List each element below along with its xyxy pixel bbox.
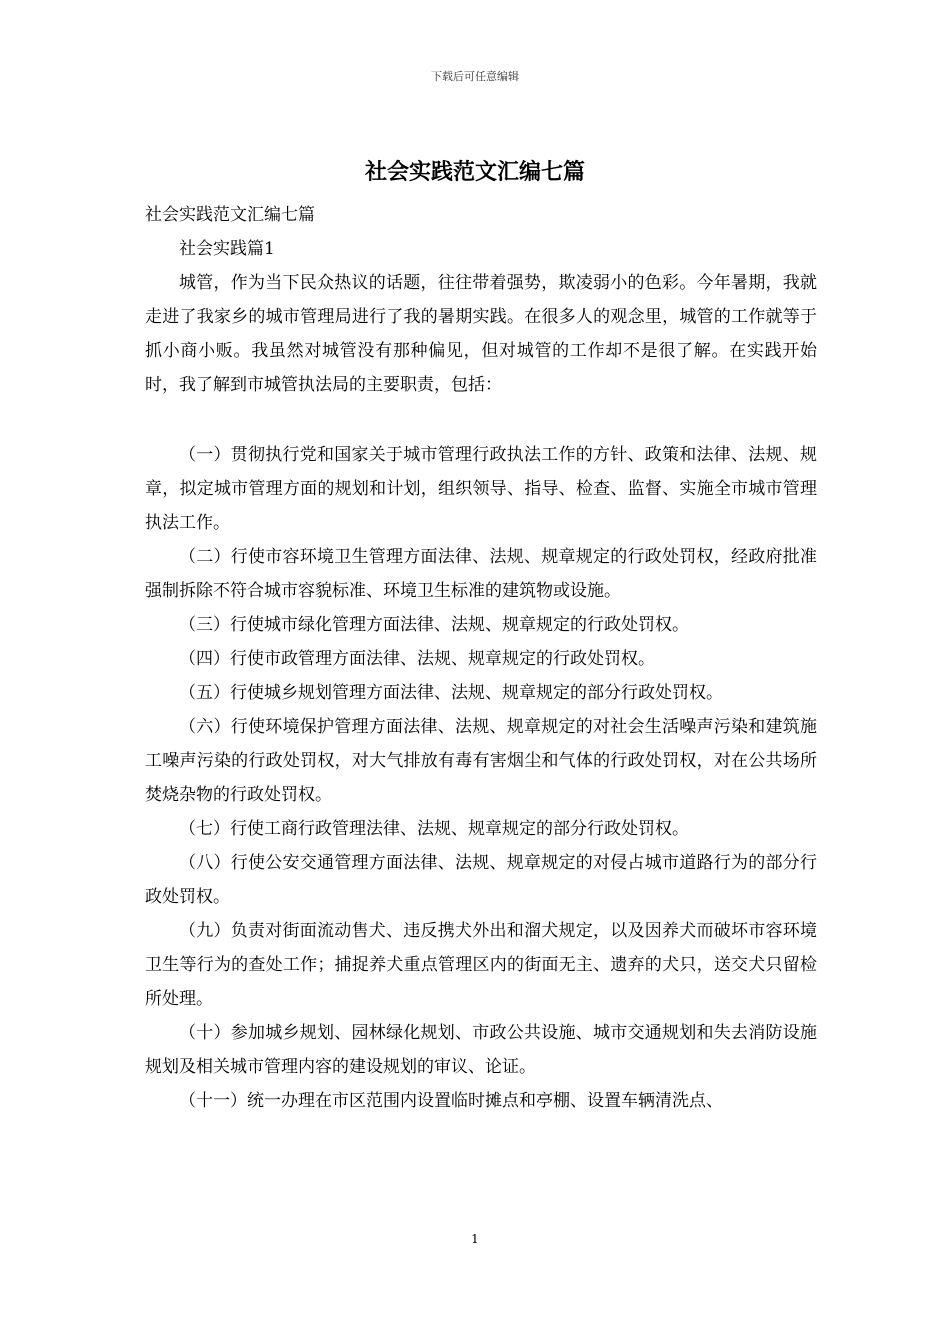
document-body <box>145 198 817 1118</box>
page-header-note: 下载后可任意编辑 <box>431 70 519 83</box>
duty-item-6: （六）行使环境保护管理方面法律、法规、规章规定的对社会生活噪声污染和建筑施工噪声污染的行政处罚权，对大气排放有毒有害烟尘和气体的行政处罚权，对在公共场所焚烧杂物的行政处罚权。 <box>145 717 817 805</box>
duty-item-8: （八）行使公安交通管理方面法律、法规、规章规定的对侵占城市道路行为的部分行政处罚权。 <box>145 853 817 907</box>
document-subtitle: 社会实践范文汇编七篇 <box>145 205 315 225</box>
duty-item-11: （十一）统一办理在市区范围内设置临时摊点和亭棚、设置车辆清洗点、 <box>179 1091 723 1111</box>
intro-paragraph: 城管，作为当下民众热议的话题，往往带着强势，欺凌弱小的色彩。今年暑期，我就走进了我家乡的城市管理局进行了我的暑期实践。在很多人的观念里，城管的工作就等于抓小商小贩。我虽然对城管没有那种偏见，但对城管的工作却不是很了解。在实践开始时，我了解到市城管执法局的主要职责，包括： <box>145 273 817 395</box>
duty-item-9: （九）负责对街面流动售犬、违反携犬外出和溜犬规定，以及因养犬而破坏市容环境卫生等行为的查处工作；捕捉养犬重点管理区内的街面无主、遗弃的犬只，送交犬只留检所处理。 <box>145 921 817 1009</box>
page-number: 1 <box>471 1232 479 1246</box>
document-title: 社会实践范文汇编七篇 <box>364 159 585 185</box>
duty-item-2: （二）行使市容环境卫生管理方面法律、法规、规章规定的行政处罚权，经政府批准强制拆除不符合城市容貌标准、环境卫生标准的建筑物或设施。 <box>145 547 817 601</box>
duty-item-10: （十）参加城乡规划、园林绿化规划、市政公共设施、城市交通规划和失去消防设施规划及相关城市管理内容的建设规划的审议、论证。 <box>145 1023 817 1077</box>
section-heading: 社会实践篇1 <box>179 239 275 259</box>
duty-item-4: （四）行使市政管理方面法律、法规、规章规定的行政处罚权。 <box>179 649 655 669</box>
duty-item-3: （三）行使城市绿化管理方面法律、法规、规章规定的行政处罚权。 <box>179 615 689 635</box>
duty-item-5: （五）行使城乡规划管理方面法律、法规、规章规定的部分行政处罚权。 <box>179 683 723 703</box>
duty-item-1: （一）贯彻执行党和国家关于城市管理行政执法工作的方针、政策和法律、法规、规章，拟定城市管理方面的规划和计划，组织领导、指导、检查、监督、实施全市城市管理执法工作。 <box>145 445 817 533</box>
duty-item-7: （七）行使工商行政管理法律、法规、规章规定的部分行政处罚权。 <box>179 819 689 839</box>
